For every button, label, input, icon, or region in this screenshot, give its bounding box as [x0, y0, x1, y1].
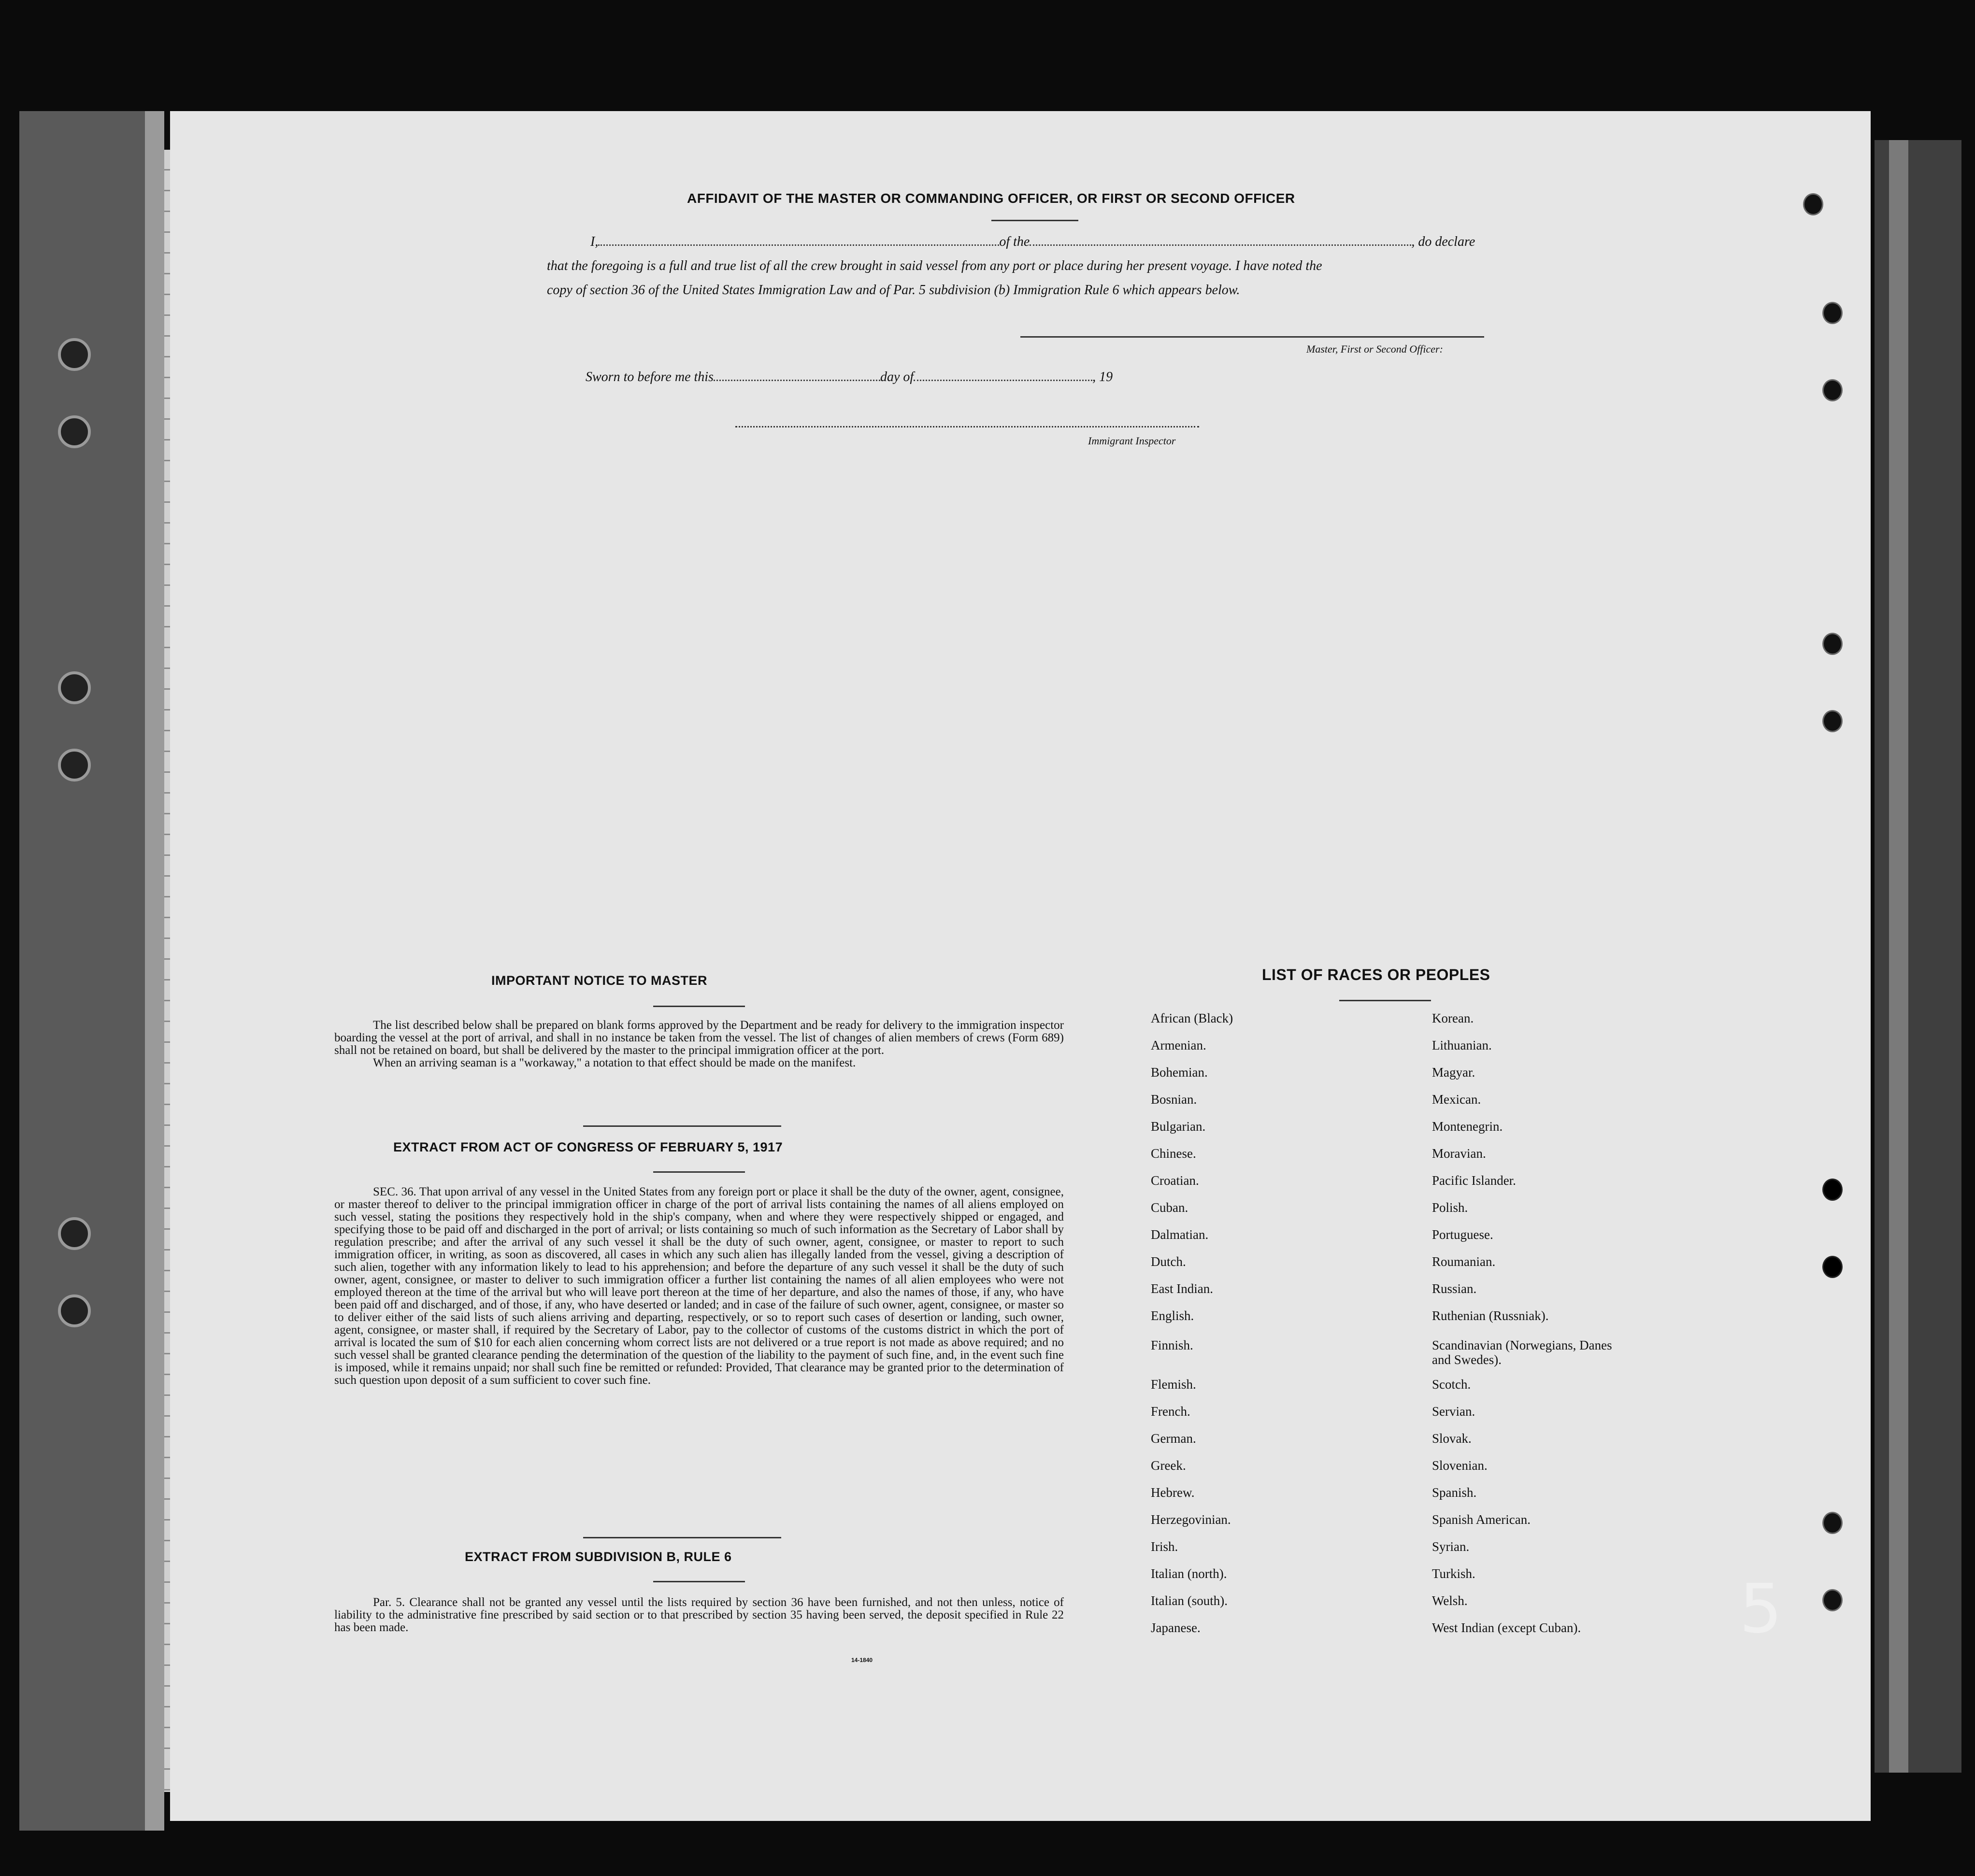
punch-hole-icon	[1822, 302, 1843, 324]
race-item: Scandinavian (Norwegians, Danes and Swedes).	[1432, 1338, 1612, 1367]
race-item: Italian (south).	[1151, 1593, 1228, 1608]
affidavit-line-1: I, of the , do declare	[590, 234, 1475, 249]
race-item: Bosnian.	[1151, 1092, 1197, 1107]
race-item: Flemish.	[1151, 1377, 1196, 1392]
divider	[653, 1171, 745, 1173]
affidavit-line-2: that the foregoing is a full and true list of all the crew brought in said vessel from any port or place during her present voyage. I have noted the	[547, 258, 1322, 273]
act-extract-text: SEC. 36. That upon arrival of any vessel in the United States from any foreign port or place it shall be the duty of the owner, agent, consignee, or master thereof to deliver to the principal immigration officer in charge of the port of arrival lists containing the names of all aliens employed on such vessel, stating the positions they respectively hold in the ship's company, when and where they were respectively shipped or engaged, and specifying those to be paid off and discharged in the port of arrival; or lists containing so much of such information as the Secretary of Labor shall by regulation prescribe; and after the arrival of any such vessel it shall be the duty of such owner, agent, consignee, or master to report to such immigration officer, in writing, as soon as discovered, all cases in which any such alien has illegally landed from the vessel, giving a description of such alien, together with any information likely to lead to his apprehension; and before the departure of any such vessel it shall be the duty of such owner, agent, consignee, or master to deliver to such immigration officer a further list containing the names of all alien employees who were not employed thereon at the time of the arrival but who will leave port thereon at the time of her departure, and also the names of those, if any, who have been paid off and discharged, and of those, if any, who have deserted or landed; and in case of the failure of such owner, agent, consignee, or master so to deliver either of the said lists of such aliens arriving and departing, respectively, or so to report such cases of desertion or landing, such owner, agent, consignee, or master shall, if required by the Secretary of Labor, pay to the collector of customs of the customs district in which the port of arrival is located the sum of $10 for each alien concerning whom correct lists are not delivered or a true report is not made as above required; and no such vessel shall be granted clearance pending the determination of the question of the liability to the payment of such fine, and, in the event such fine is imposed, while it remains unpaid; nor shall such fine be remitted or refunded: Provided, That clearance may be granted prior to the determination of such question upon deposit of a sum sufficient to cover such fine.	[334, 1185, 1064, 1387]
race-item: Croatian.	[1151, 1173, 1199, 1188]
form-number: 14-1840	[851, 1657, 873, 1663]
race-item: Moravian.	[1432, 1146, 1486, 1161]
rule-extract-title: EXTRACT FROM SUBDIVISION B, RULE 6	[465, 1549, 732, 1564]
race-item: German.	[1151, 1431, 1196, 1446]
race-item: Spanish American.	[1432, 1512, 1531, 1527]
race-item: Syrian.	[1432, 1539, 1470, 1554]
race-item: Pacific Islander.	[1432, 1173, 1516, 1188]
race-item: Dalmatian.	[1151, 1227, 1209, 1242]
inspector-label: Immigrant Inspector	[1088, 435, 1176, 447]
races-title: LIST OF RACES OR PEOPLES	[1262, 966, 1490, 983]
rivet-icon	[58, 749, 91, 782]
notice-text: The list described below shall be prepared on blank forms approved by the Department and be ready for delivery to the immigration inspector boarding the vessel at the port of arrival, and shall in no instance be taken from the vessel. The list of changes of alien members of crews (Form 689) shall not be retained on board, but shall be delivered by the master to the principal immigration officer at the port. When an arriving seaman is a "workaway," a notation to that effect should be made on the manifest.	[334, 1019, 1064, 1069]
race-item: Japanese.	[1151, 1620, 1201, 1635]
punch-hole-icon	[1822, 379, 1843, 401]
rivet-icon	[58, 338, 91, 371]
race-item: Polish.	[1432, 1200, 1468, 1215]
race-item: Turkish.	[1432, 1566, 1475, 1581]
races-left-column	[1151, 1005, 1233, 1641]
race-item: African (Black)	[1151, 1011, 1233, 1025]
punch-hole-icon	[1822, 710, 1843, 732]
race-item: Welsh.	[1432, 1593, 1468, 1608]
divider	[1339, 1000, 1431, 1001]
race-item: Cuban.	[1151, 1200, 1188, 1215]
officer-signature-line[interactable]	[1020, 336, 1484, 338]
rivet-icon	[58, 1294, 91, 1327]
rivet-icon	[58, 1217, 91, 1250]
rivet-icon	[58, 671, 91, 704]
race-item: Armenian.	[1151, 1038, 1206, 1052]
rivet-icon	[58, 415, 91, 448]
race-item: Slovenian.	[1432, 1458, 1488, 1473]
race-item: Italian (north).	[1151, 1566, 1227, 1581]
affidavit-title: AFFIDAVIT OF THE MASTER OR COMMANDING OFFICER, OR FIRST OR SECOND OFFICER	[687, 191, 1295, 206]
race-item: Scotch.	[1432, 1377, 1471, 1392]
race-item: East Indian.	[1151, 1281, 1213, 1296]
race-item: Magyar.	[1432, 1065, 1475, 1080]
binder-right-strip	[1889, 140, 1908, 1773]
officer-label: Master, First or Second Officer:	[1306, 343, 1443, 355]
race-item: Montenegrin.	[1432, 1119, 1503, 1134]
race-item: Irish.	[1151, 1539, 1178, 1554]
divider	[653, 1006, 745, 1007]
race-item: Roumanian.	[1432, 1254, 1496, 1269]
name-field[interactable]	[598, 244, 999, 246]
punch-hole-icon	[1803, 193, 1823, 215]
punch-hole-icon	[1822, 633, 1843, 655]
race-item: West Indian (except Cuban).	[1432, 1620, 1581, 1635]
punch-hole-icon	[1822, 1179, 1843, 1201]
race-item: English.	[1151, 1308, 1194, 1323]
divider	[583, 1125, 781, 1127]
divider	[991, 220, 1078, 221]
divider	[653, 1581, 745, 1582]
race-item: Greek.	[1151, 1458, 1186, 1473]
handwritten-page-number: 5	[1739, 1570, 1783, 1649]
sworn-line: Sworn to before me this day of , 19	[586, 370, 1113, 384]
race-item: Korean.	[1432, 1011, 1474, 1025]
race-item: Bohemian.	[1151, 1065, 1208, 1080]
binder-left-edge	[19, 111, 164, 1831]
race-item: Slovak.	[1432, 1431, 1472, 1446]
race-item: French.	[1151, 1404, 1190, 1419]
race-item: Herzegovinian.	[1151, 1512, 1231, 1527]
notice-title: IMPORTANT NOTICE TO MASTER	[491, 973, 707, 988]
race-item: Mexican.	[1432, 1092, 1481, 1107]
race-item: Hebrew.	[1151, 1485, 1195, 1500]
races-right-column	[1432, 1005, 1616, 1641]
binder-strip	[145, 111, 164, 1831]
race-item: Spanish.	[1432, 1485, 1477, 1500]
race-item: Portuguese.	[1432, 1227, 1493, 1242]
race-item: Chinese.	[1151, 1146, 1196, 1161]
race-item: Bulgarian.	[1151, 1119, 1206, 1134]
rule-extract-text: Par. 5. Clearance shall not be granted any vessel until the lists required by section 36 have been furnished, and not then unless, notice of liability to the administrative fine prescribed by said section or to that prescribed by section 35 having been served, the deposit specified in Rule 22 has been made.	[334, 1596, 1064, 1634]
vessel-field[interactable]	[1030, 244, 1411, 246]
race-item: Lithuanian.	[1432, 1038, 1492, 1052]
race-item: Finnish.	[1151, 1338, 1193, 1352]
punch-hole-icon	[1822, 1512, 1843, 1534]
binder-right-edge	[1875, 140, 1961, 1773]
manifest-page	[170, 111, 1871, 1821]
sworn-month-field[interactable]	[914, 380, 1092, 381]
punch-hole-icon	[1822, 1256, 1843, 1278]
divider	[583, 1537, 781, 1538]
sworn-day-field[interactable]	[714, 380, 880, 381]
inspector-signature-line[interactable]	[735, 426, 1199, 427]
race-item: Ruthenian (Russniak).	[1432, 1308, 1549, 1323]
punch-hole-icon	[1822, 1589, 1843, 1611]
race-item: Russian.	[1432, 1281, 1477, 1296]
affidavit-line-3: copy of section 36 of the United States Immigration Law and of Par. 5 subdivision (b) Immigration Rule 6 which appears below.	[547, 283, 1240, 298]
race-item: Servian.	[1432, 1404, 1475, 1419]
race-item: Dutch.	[1151, 1254, 1186, 1269]
act-extract-title: EXTRACT FROM ACT OF CONGRESS OF FEBRUARY 5, 1917	[393, 1140, 783, 1154]
